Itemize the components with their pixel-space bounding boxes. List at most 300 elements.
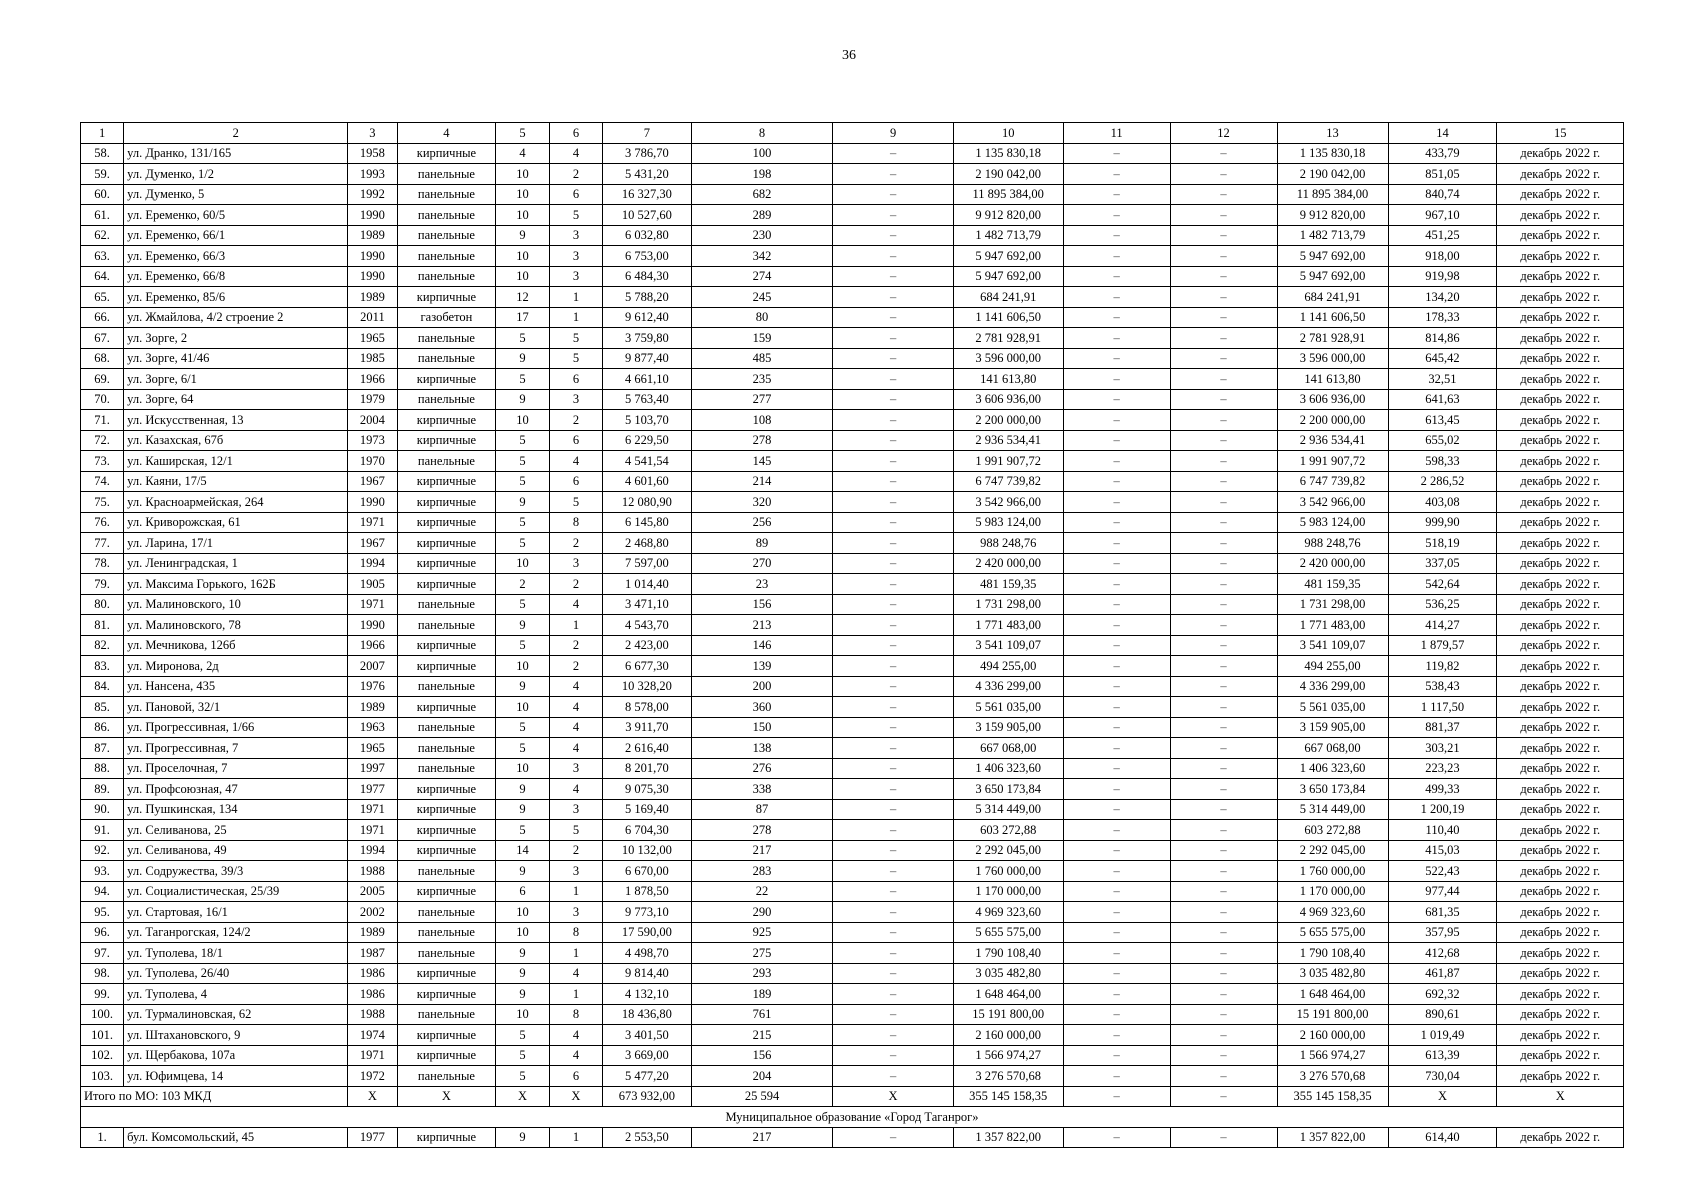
table-cell: 357,95: [1388, 922, 1497, 943]
table-cell: 141 613,80: [1277, 369, 1388, 390]
table-cell: ул. Прогрессивная, 1/66: [124, 717, 348, 738]
table-cell: –: [833, 635, 953, 656]
table-cell: ул. Селиванова, 25: [124, 820, 348, 841]
table-row: [81, 533, 1624, 554]
table-cell: ул. Зорге, 6/1: [124, 369, 348, 390]
table-cell: 1 014,40: [603, 574, 691, 595]
table-cell: 4: [549, 1045, 602, 1066]
table-cell: 10: [496, 266, 549, 287]
table-cell: –: [833, 881, 953, 902]
table-row: [81, 635, 1624, 656]
table-cell: 538,43: [1388, 676, 1497, 697]
table-cell: ул. Щербакова, 107а: [124, 1045, 348, 1066]
table-cell: 4: [549, 1025, 602, 1046]
table-cell: 3 276 570,68: [953, 1066, 1063, 1087]
table-cell: 3 606 936,00: [953, 389, 1063, 410]
table-cell: 80.: [81, 594, 124, 615]
table-cell: –: [1063, 143, 1170, 164]
table-row: [81, 943, 1624, 964]
total-label: Итого по МО: 103 МКД: [81, 1086, 348, 1107]
table-cell: 189: [691, 984, 833, 1005]
table-cell: 1 760 000,00: [1277, 861, 1388, 882]
table-cell: 22: [691, 881, 833, 902]
table-cell: 9: [496, 492, 549, 513]
table-cell: ул. Селиванова, 49: [124, 840, 348, 861]
table-row: [81, 389, 1624, 410]
table-cell: декабрь 2022 г.: [1497, 328, 1624, 349]
table-cell: 518,19: [1388, 533, 1497, 554]
table-cell: 5 983 124,00: [1277, 512, 1388, 533]
table-cell: –: [1170, 717, 1277, 738]
table-cell: декабрь 2022 г.: [1497, 410, 1624, 431]
table-cell: 138: [691, 738, 833, 759]
table-cell: 9: [496, 389, 549, 410]
table-cell: 2 190 042,00: [1277, 164, 1388, 185]
table-cell: 134,20: [1388, 287, 1497, 308]
table-cell: кирпичные: [397, 553, 496, 574]
table-cell: –: [833, 451, 953, 472]
table-cell: кирпичные: [397, 533, 496, 554]
table-cell: 1993: [348, 164, 397, 185]
table-cell: –: [833, 471, 953, 492]
table-cell: 8 578,00: [603, 697, 691, 718]
table-cell: 1 141 606,50: [953, 307, 1063, 328]
table-cell: 2 420 000,00: [953, 553, 1063, 574]
table-cell: 100: [691, 143, 833, 164]
table-cell: –: [1170, 369, 1277, 390]
table-cell: ул. Таганрогская, 124/2: [124, 922, 348, 943]
table-cell: 1 760 000,00: [953, 861, 1063, 882]
table-cell: –: [1170, 533, 1277, 554]
table-cell: 2: [496, 574, 549, 595]
table-cell: панельные: [397, 266, 496, 287]
table-cell: кирпичные: [397, 471, 496, 492]
table-cell: ул. Малиновского, 78: [124, 615, 348, 636]
table-cell: панельные: [397, 389, 496, 410]
column-header: 15: [1497, 123, 1624, 144]
table-cell: 2 160 000,00: [953, 1025, 1063, 1046]
table-cell: ул. Еременко, 66/1: [124, 225, 348, 246]
table-cell: 146: [691, 635, 833, 656]
table-cell: 5 561 035,00: [1277, 697, 1388, 718]
table-cell: кирпичные: [397, 779, 496, 800]
table-cell: 684 241,91: [1277, 287, 1388, 308]
table-cell: –: [833, 594, 953, 615]
table-cell: декабрь 2022 г.: [1497, 922, 1624, 943]
table-cell: 2 781 928,91: [1277, 328, 1388, 349]
table-cell: 641,63: [1388, 389, 1497, 410]
table-cell: 1971: [348, 1045, 397, 1066]
table-cell: 2002: [348, 902, 397, 923]
table-cell: 11 895 384,00: [953, 184, 1063, 205]
table-cell: кирпичные: [397, 820, 496, 841]
table-cell: –: [1170, 246, 1277, 267]
table-cell: –: [833, 389, 953, 410]
table-cell: 4 661,10: [603, 369, 691, 390]
table-cell: ул. Еременко, 66/3: [124, 246, 348, 267]
table-cell: 5 763,40: [603, 389, 691, 410]
table-cell: 338: [691, 779, 833, 800]
table-cell: 95.: [81, 902, 124, 923]
table-cell: 5 947 692,00: [953, 266, 1063, 287]
table-cell: 2: [549, 533, 602, 554]
table-cell: 814,86: [1388, 328, 1497, 349]
table-cell: 9: [496, 348, 549, 369]
table-cell: 1 991 907,72: [953, 451, 1063, 472]
table-cell: 1971: [348, 799, 397, 820]
table-cell: 102.: [81, 1045, 124, 1066]
table-cell: 6 229,50: [603, 430, 691, 451]
table-cell: декабрь 2022 г.: [1497, 492, 1624, 513]
table-cell: 613,39: [1388, 1045, 1497, 1066]
table-cell: 1 648 464,00: [953, 984, 1063, 1005]
table-cell: –: [833, 984, 953, 1005]
total-cell: 25 594: [691, 1086, 833, 1107]
table-cell: ул. Мечникова, 126б: [124, 635, 348, 656]
table-cell: –: [1170, 881, 1277, 902]
table-cell: декабрь 2022 г.: [1497, 697, 1624, 718]
table-cell: кирпичные: [397, 656, 496, 677]
table-cell: декабрь 2022 г.: [1497, 246, 1624, 267]
table-cell: кирпичные: [397, 963, 496, 984]
table-cell: –: [1063, 307, 1170, 328]
total-cell: X: [1388, 1086, 1497, 1107]
table-cell: 119,82: [1388, 656, 1497, 677]
table-cell: 5 788,20: [603, 287, 691, 308]
table-row: [81, 492, 1624, 513]
table-cell: 200: [691, 676, 833, 697]
table-cell: –: [833, 348, 953, 369]
table-cell: 256: [691, 512, 833, 533]
table-cell: 9: [496, 615, 549, 636]
table-cell: –: [1170, 738, 1277, 759]
table-cell: 68.: [81, 348, 124, 369]
table-cell: 6: [549, 1066, 602, 1087]
table-cell: 14: [496, 840, 549, 861]
table-cell: 2 423,00: [603, 635, 691, 656]
table-cell: декабрь 2022 г.: [1497, 512, 1624, 533]
table-cell: 1: [549, 615, 602, 636]
table-cell: –: [1063, 779, 1170, 800]
table-cell: 6 670,00: [603, 861, 691, 882]
table-cell: 1: [549, 881, 602, 902]
table-cell: 1 357 822,00: [1277, 1127, 1388, 1148]
table-cell: панельные: [397, 348, 496, 369]
table-cell: 1987: [348, 943, 397, 964]
table-row: [81, 430, 1624, 451]
table-cell: 5: [496, 369, 549, 390]
table-cell: –: [1170, 471, 1277, 492]
table-cell: 275: [691, 943, 833, 964]
table-cell: кирпичные: [397, 840, 496, 861]
table-cell: 4: [549, 697, 602, 718]
table-cell: 4: [549, 738, 602, 759]
table-cell: 2 286,52: [1388, 471, 1497, 492]
table-cell: панельные: [397, 738, 496, 759]
table-cell: 542,64: [1388, 574, 1497, 595]
table-cell: –: [1063, 697, 1170, 718]
table-cell: –: [1063, 943, 1170, 964]
table-cell: 1: [549, 943, 602, 964]
table-cell: 1963: [348, 717, 397, 738]
table-cell: 1: [549, 1127, 602, 1148]
table-cell: –: [1063, 594, 1170, 615]
table-cell: ул. Туполева, 26/40: [124, 963, 348, 984]
table-cell: –: [1063, 328, 1170, 349]
table-cell: 73.: [81, 451, 124, 472]
table-cell: декабрь 2022 г.: [1497, 164, 1624, 185]
table-cell: –: [1063, 1045, 1170, 1066]
table-cell: –: [1063, 840, 1170, 861]
table-cell: 481 159,35: [953, 574, 1063, 595]
table-cell: –: [1063, 348, 1170, 369]
table-cell: ул. Социалистическая, 25/39: [124, 881, 348, 902]
table-cell: –: [1170, 963, 1277, 984]
table-cell: декабрь 2022 г.: [1497, 307, 1624, 328]
table-cell: –: [1063, 389, 1170, 410]
table-cell: декабрь 2022 г.: [1497, 471, 1624, 492]
table-cell: декабрь 2022 г.: [1497, 1045, 1624, 1066]
table-cell: 1997: [348, 758, 397, 779]
table-cell: декабрь 2022 г.: [1497, 1025, 1624, 1046]
table-cell: –: [1170, 697, 1277, 718]
table-cell: –: [833, 799, 953, 820]
table-cell: панельные: [397, 615, 496, 636]
table-cell: 4: [549, 143, 602, 164]
table-row: [81, 758, 1624, 779]
table-cell: 5: [496, 1025, 549, 1046]
table-cell: –: [1170, 1127, 1277, 1148]
table-cell: 3 596 000,00: [953, 348, 1063, 369]
table-cell: панельные: [397, 758, 496, 779]
table-cell: 412,68: [1388, 943, 1497, 964]
table-cell: декабрь 2022 г.: [1497, 1004, 1624, 1025]
table-cell: 80: [691, 307, 833, 328]
table-cell: декабрь 2022 г.: [1497, 984, 1624, 1005]
table-cell: 1990: [348, 266, 397, 287]
table-cell: 5: [496, 1066, 549, 1087]
table-row: [81, 143, 1624, 164]
table-cell: –: [1170, 410, 1277, 431]
table-cell: 5 947 692,00: [953, 246, 1063, 267]
table-cell: 1 566 974,27: [953, 1045, 1063, 1066]
table-cell: 1: [549, 287, 602, 308]
table-cell: –: [1063, 471, 1170, 492]
table-cell: 290: [691, 902, 833, 923]
table-cell: ул. Прогрессивная, 7: [124, 738, 348, 759]
table-cell: –: [833, 307, 953, 328]
table-cell: 5: [549, 820, 602, 841]
table-cell: 5: [496, 328, 549, 349]
column-header: 4: [397, 123, 496, 144]
table-cell: 178,33: [1388, 307, 1497, 328]
table-cell: –: [833, 492, 953, 513]
table-cell: –: [1063, 369, 1170, 390]
table-cell: 645,42: [1388, 348, 1497, 369]
table-cell: –: [1063, 492, 1170, 513]
table-cell: декабрь 2022 г.: [1497, 1127, 1624, 1148]
table-row: [81, 881, 1624, 902]
table-cell: ул. Туполева, 18/1: [124, 943, 348, 964]
table-cell: панельные: [397, 676, 496, 697]
table-cell: –: [833, 615, 953, 636]
table-cell: 1988: [348, 1004, 397, 1025]
table-cell: 145: [691, 451, 833, 472]
table-cell: кирпичные: [397, 697, 496, 718]
table-cell: ул. Пушкинская, 134: [124, 799, 348, 820]
table-cell: 1 357 822,00: [953, 1127, 1063, 1148]
table-row: [81, 1066, 1624, 1087]
table-cell: –: [833, 758, 953, 779]
table-cell: –: [833, 287, 953, 308]
table-cell: 1974: [348, 1025, 397, 1046]
column-header: 12: [1170, 123, 1277, 144]
table-cell: 1958: [348, 143, 397, 164]
table-cell: 16 327,30: [603, 184, 691, 205]
table-cell: декабрь 2022 г.: [1497, 266, 1624, 287]
table-cell: 5: [549, 205, 602, 226]
table-cell: 3: [549, 758, 602, 779]
table-row: [81, 410, 1624, 431]
housing-registry-table: [80, 122, 1624, 1148]
table-cell: 4: [549, 779, 602, 800]
table-cell: 4 132,10: [603, 984, 691, 1005]
table-cell: 1990: [348, 246, 397, 267]
table-cell: 2005: [348, 881, 397, 902]
table-cell: ул. Каширская, 12/1: [124, 451, 348, 472]
table-cell: 97.: [81, 943, 124, 964]
table-cell: 2 936 534,41: [1277, 430, 1388, 451]
table-row: [81, 1004, 1624, 1025]
table-row: [81, 184, 1624, 205]
table-cell: –: [833, 840, 953, 861]
table-cell: 103.: [81, 1066, 124, 1087]
table-body: [81, 143, 1624, 1148]
table-cell: 2: [549, 635, 602, 656]
total-cell: 355 145 158,35: [1277, 1086, 1388, 1107]
table-cell: 217: [691, 1127, 833, 1148]
table-cell: кирпичные: [397, 1025, 496, 1046]
table-cell: –: [1170, 656, 1277, 677]
table-cell: 4: [549, 594, 602, 615]
table-cell: –: [833, 943, 953, 964]
table-cell: 1989: [348, 287, 397, 308]
table-cell: 1966: [348, 369, 397, 390]
table-cell: –: [1063, 1066, 1170, 1087]
table-cell: панельные: [397, 184, 496, 205]
table-cell: 5 655 575,00: [1277, 922, 1388, 943]
table-cell: 10: [496, 246, 549, 267]
table-row: [81, 369, 1624, 390]
table-cell: 1 170 000,00: [953, 881, 1063, 902]
table-cell: 1 170 000,00: [1277, 881, 1388, 902]
table-cell: 3 159 905,00: [953, 717, 1063, 738]
table-cell: панельные: [397, 205, 496, 226]
table-cell: 10: [496, 205, 549, 226]
table-cell: кирпичные: [397, 1127, 496, 1148]
total-cell: X: [549, 1086, 602, 1107]
table-cell: кирпичные: [397, 369, 496, 390]
table-cell: 3: [549, 553, 602, 574]
table-cell: 66.: [81, 307, 124, 328]
table-cell: 3: [549, 861, 602, 882]
table-cell: 9 912 820,00: [953, 205, 1063, 226]
table-cell: 3 669,00: [603, 1045, 691, 1066]
table-cell: –: [833, 533, 953, 554]
table-cell: панельные: [397, 451, 496, 472]
table-cell: 1994: [348, 553, 397, 574]
table-cell: –: [1170, 430, 1277, 451]
table-cell: –: [1063, 410, 1170, 431]
table-cell: панельные: [397, 922, 496, 943]
table-cell: –: [833, 553, 953, 574]
table-cell: 3: [549, 266, 602, 287]
table-cell: 5 431,20: [603, 164, 691, 185]
table-cell: 5: [496, 430, 549, 451]
table-cell: 2 553,50: [603, 1127, 691, 1148]
table-cell: –: [1063, 963, 1170, 984]
total-row: [81, 1086, 1624, 1107]
table-cell: 2007: [348, 656, 397, 677]
total-cell: X: [397, 1086, 496, 1107]
table-cell: –: [1063, 287, 1170, 308]
table-row: [81, 697, 1624, 718]
table-cell: 99.: [81, 984, 124, 1005]
table-row: [81, 451, 1624, 472]
table-cell: –: [1170, 1066, 1277, 1087]
table-cell: 217: [691, 840, 833, 861]
table-cell: 3 606 936,00: [1277, 389, 1388, 410]
table-cell: –: [1063, 922, 1170, 943]
table-cell: 5: [496, 594, 549, 615]
table-cell: 655,02: [1388, 430, 1497, 451]
table-cell: ул. Штахановского, 9: [124, 1025, 348, 1046]
table-cell: 6 484,30: [603, 266, 691, 287]
table-cell: 1 135 830,18: [953, 143, 1063, 164]
table-cell: 3: [549, 799, 602, 820]
total-cell: –: [1170, 1086, 1277, 1107]
column-header: 10: [953, 123, 1063, 144]
table-cell: –: [1063, 246, 1170, 267]
table-cell: –: [833, 574, 953, 595]
column-header: 14: [1388, 123, 1497, 144]
table-cell: –: [1063, 738, 1170, 759]
table-cell: 1 406 323,60: [953, 758, 1063, 779]
table-cell: –: [1170, 615, 1277, 636]
table-cell: 79.: [81, 574, 124, 595]
table-row: [81, 287, 1624, 308]
table-cell: 230: [691, 225, 833, 246]
table-cell: кирпичные: [397, 492, 496, 513]
table-cell: 9: [496, 984, 549, 1005]
table-cell: 223,23: [1388, 758, 1497, 779]
table-cell: 890,61: [1388, 1004, 1497, 1025]
table-cell: 342: [691, 246, 833, 267]
table-cell: 10: [496, 902, 549, 923]
table-cell: кирпичные: [397, 287, 496, 308]
table-cell: 1994: [348, 840, 397, 861]
table-cell: 967,10: [1388, 205, 1497, 226]
table-cell: ул. Искусственная, 13: [124, 410, 348, 431]
table-cell: –: [1170, 779, 1277, 800]
table-cell: 90.: [81, 799, 124, 820]
table-cell: –: [833, 963, 953, 984]
table-cell: 283: [691, 861, 833, 882]
column-header: 8: [691, 123, 833, 144]
table-cell: декабрь 2022 г.: [1497, 963, 1624, 984]
total-cell: X: [496, 1086, 549, 1107]
table-cell: –: [833, 861, 953, 882]
